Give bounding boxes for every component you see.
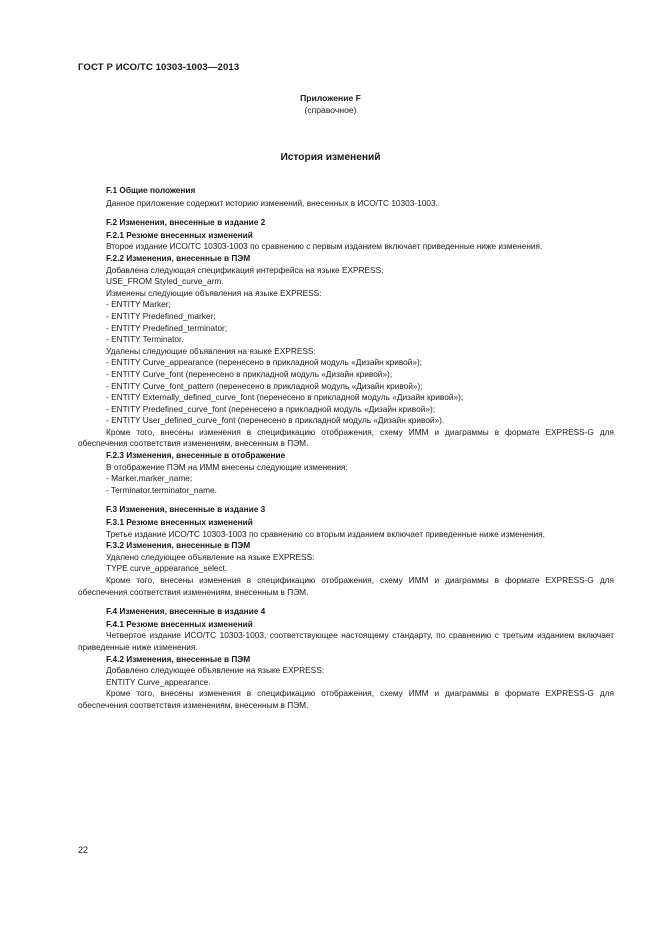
list-item: - ENTITY Terminator.: [106, 334, 184, 345]
list-item: ENTITY Curve_appearance.: [106, 676, 211, 687]
subsection-heading-f2-2: F.2.2 Изменения, внесенные в ПЭМ: [106, 252, 251, 263]
list-item: - ENTITY Curve_font (перенесено в прикладной модуль «Дизайн кривой»);: [106, 368, 393, 379]
section-heading-f2: F.2 Изменения, внесенные в издание 2: [106, 217, 266, 228]
list-item: USE_FROM Styled_curve_arm.: [106, 276, 224, 287]
list-item: Добавлена следующая спецификация интерфейса на языке EXPRESS:: [106, 264, 384, 275]
section-heading-f4: F.4 Изменения, внесенные в издание 4: [106, 606, 266, 617]
list-item: - ENTITY Curve_appearance (перенесено в прикладной модуль «Дизайн кривой»);: [106, 357, 423, 368]
list-item: Изменены следующие объявления на языке EXPRESS:: [106, 287, 322, 298]
appendix-title: Приложение F: [300, 93, 361, 103]
subsection-heading-f2-1: F.2.1 Резюме внесенных изменений: [106, 229, 253, 240]
list-item: - ENTITY Curve_font_pattern (перенесено в прикладной модуль «Дизайн кривой»);: [106, 380, 423, 391]
list-item: - Marker.marker_name;: [106, 473, 193, 484]
list-item: - Terminator.terminator_name.: [106, 484, 217, 495]
list-item: - ENTITY Predefined_terminator;: [106, 322, 228, 333]
list-item: - ENTITY Predefined_marker;: [106, 310, 216, 321]
paragraph: Третье издание ИСО/ТС 10303-1003 по сравнению со вторым изданием включает приведенные ниже изменения.: [106, 528, 545, 539]
list-item: В отображение ПЭМ на ИММ внесены следующие изменения:: [106, 461, 348, 472]
paragraph: Второе издание ИСО/ТС 10303-1003 по сравнению с первым изданием включает приведенные ниже изменения.: [106, 241, 543, 252]
subsection-heading-f4-2: F.4.2 Изменения, внесенные в ПЭМ: [106, 653, 251, 664]
paragraph: Кроме того, внесены изменения в спецификацию отображения, схему ИММ и диаграммы в формате EXPRESS-G для обеспечения соответствия изменениям, внесенным в ПЭМ.: [78, 688, 614, 710]
subsection-heading-f3-1: F.3.1 Резюме внесенных изменений: [106, 517, 253, 528]
list-item: Добавлено следующее объявление на языке EXPRESS:: [106, 665, 325, 676]
paragraph: Данное приложение содержит историю изменений, внесенных в ИСО/ТС 10303-1003.: [106, 197, 438, 208]
subsection-heading-f3-2: F.3.2 Изменения, внесенные в ПЭМ: [106, 540, 251, 551]
document-header: ГОСТ Р ИСО/ТС 10303-1003—2013: [78, 62, 240, 73]
list-item: - ENTITY User_defined_curve_font (перенесено в прикладной модуль «Дизайн кривой»).: [106, 415, 445, 426]
section-heading-f3: F.3 Изменения, внесенные в издание 3: [106, 504, 266, 515]
appendix-subtitle: (справочное): [304, 105, 357, 115]
section-heading-f1: F.1 Общие положения: [106, 185, 196, 195]
subsection-heading-f2-3: F.2.3 Изменения, внесенные в отображение: [106, 450, 286, 461]
list-item: Удалены следующие объявления на языке EXPRESS:: [106, 345, 316, 356]
paragraph: Четвертое издание ИСО/ТС 10303-1003, соответствующее настоящему стандарту, по сравнению с третьим изданием включает приведенные ниже изменения.: [78, 630, 614, 652]
list-item: - ENTITY Marker;: [106, 299, 171, 310]
list-item: Удалено следующее объявление на языке EXPRESS:: [106, 551, 315, 562]
list-item: - ENTITY Predefined_curve_font (перенесено в прикладной модуль «Дизайн кривой»);: [106, 403, 436, 414]
paragraph: Кроме того, внесены изменения в спецификацию отображения, схему ИММ и диаграммы в формате EXPRESS-G для обеспечения соответствия изменениям, внесенным в ПЭМ.: [78, 575, 614, 597]
page-number: 22: [78, 845, 89, 855]
paragraph: Кроме того, внесены изменения в спецификацию отображения, схему ИММ и диаграммы в формате EXPRESS-G для обеспечения соответствия изменениям, внесенным в ПЭМ.: [78, 426, 614, 449]
subsection-heading-f4-1: F.4.1 Резюме внесенных изменений: [106, 618, 253, 629]
list-item: - ENTITY Externally_defined_curve_font (перенесено в прикладной модуль «Дизайн кривой»);: [106, 392, 464, 403]
list-item: TYPE curve_appearance_select.: [106, 563, 228, 574]
appendix-label: [0, 92, 661, 116]
document-body: [78, 185, 614, 712]
page-title: История изменений: [280, 152, 381, 163]
